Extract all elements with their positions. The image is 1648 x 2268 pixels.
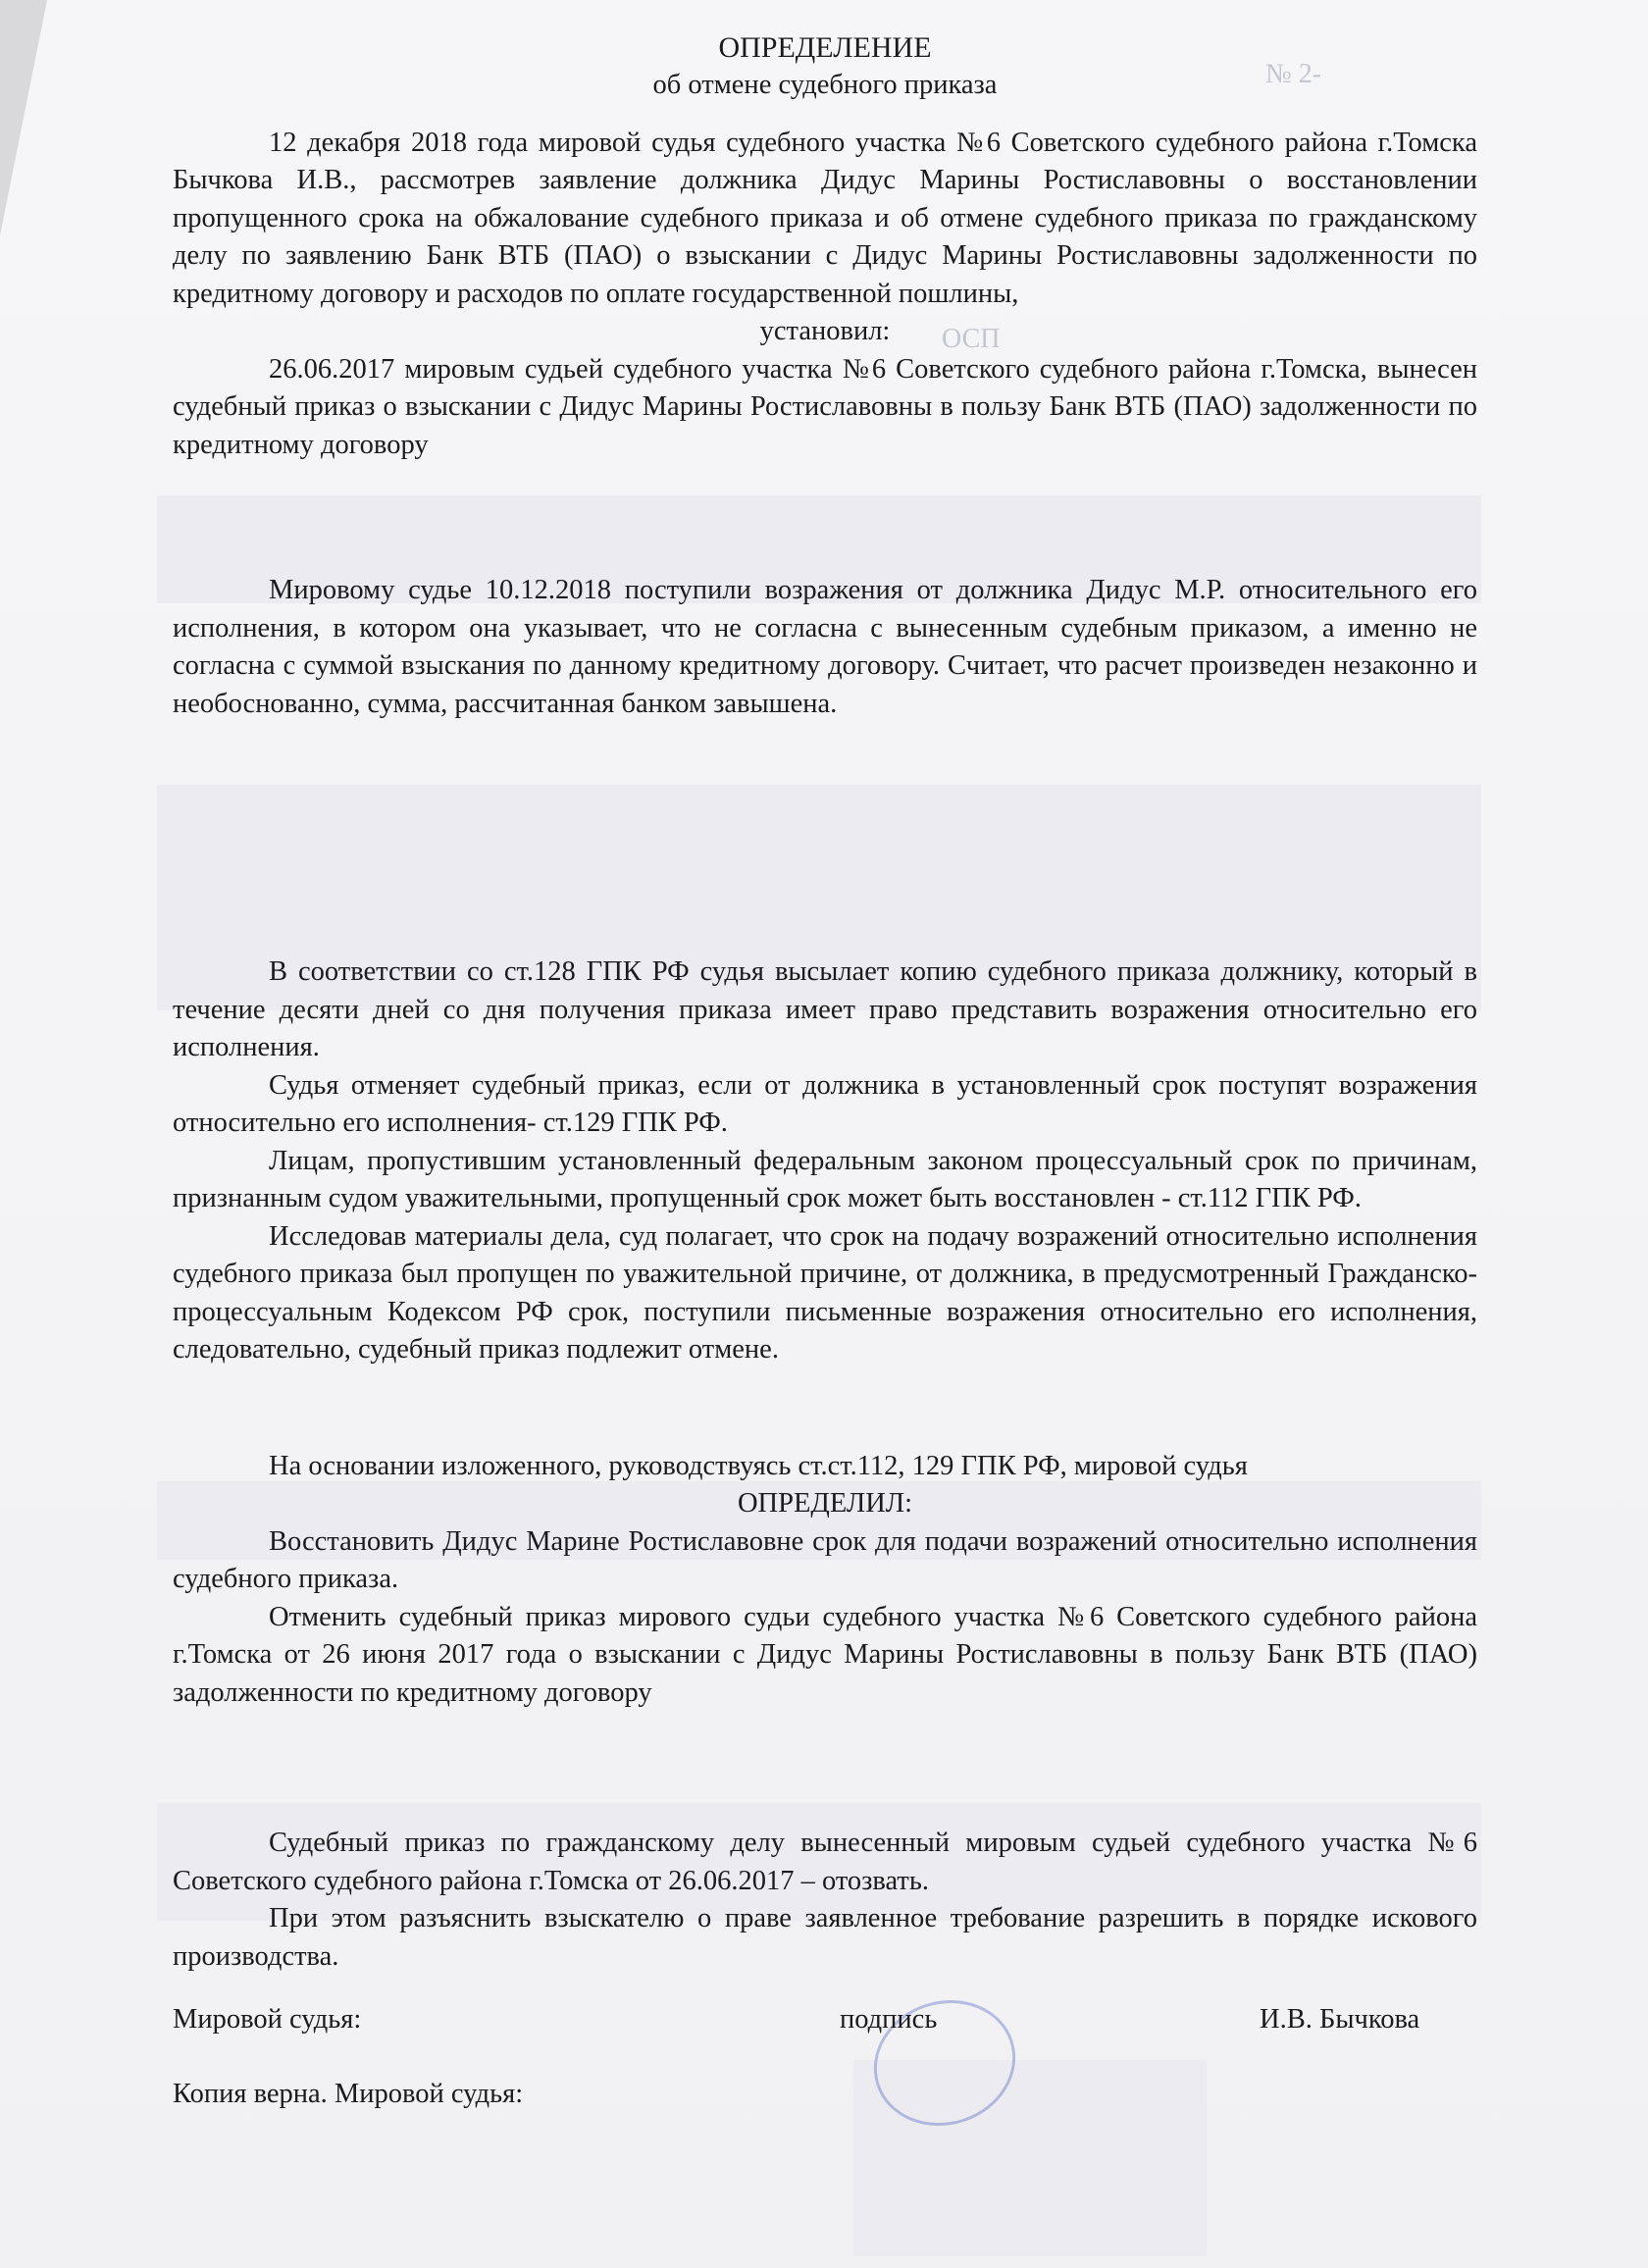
copy-certification-row bbox=[173, 2076, 1477, 2115]
paragraph: Мировому судье 10.12.2018 поступили возражения от должника Дидус М.Р. относительного его исполнения, в котором она указывает, что не согласна с вынесенным судебным приказом, а именно не согласна с суммой взыскания по данному кредитному договору. Считает, что расчет произведен незаконно и необоснованно, сумма, рассчитанная банком завышена. bbox=[173, 575, 1477, 719]
bleed-through-mark: № 2- bbox=[1265, 59, 1322, 89]
paragraph: Восстановить Дидус Марине Ростиславовне срок для подачи возражений относительно исполнения судебного приказа. bbox=[173, 1525, 1477, 1594]
redacted-space bbox=[173, 464, 1477, 572]
paragraph: На основании изложенного, руководствуясь ст.ст.112, 129 ГПК РФ, мировой судья bbox=[269, 1450, 1248, 1481]
document-body bbox=[173, 29, 1477, 2115]
signature-row bbox=[173, 2001, 1477, 2040]
signature-word: подпись bbox=[840, 2004, 938, 2035]
paragraph: Судья отменяет судебный приказ, если от должника в установленный срок поступят возражения относительно его исполнения- ст.129 ГПК РФ. bbox=[173, 1069, 1477, 1138]
document-subtitle: об отмене судебного приказа bbox=[652, 70, 998, 100]
judge-name: И.В. Бычкова bbox=[1260, 2004, 1420, 2035]
copy-label: Копия верна. Мировой судья: bbox=[173, 2079, 524, 2109]
judge-label: Мировой судья: bbox=[173, 2004, 362, 2035]
redacted-space bbox=[173, 1369, 1477, 1448]
paragraph: Лицам, пропустившим установленный федеральным законом процессуальный срок по причинам, признанным судом уважительными, пропущенный срок может быть восстановлен - ст.112 ГПК РФ. bbox=[173, 1145, 1477, 1213]
page-fold-shadow bbox=[0, 0, 47, 235]
intro-paragraph: 12 декабря 2018 года мировой судья судебного участка №6 Советского судебного района г.Томска Бычкова И.В., рассмотрев заявление должника Дидус Марины Ростиславовны о восстановлении пропущенного срока на обжалование судебного приказа и об отмене судебного приказа по гражданскому делу по заявлению Банк ВТБ (ПАО) о взыскании с Дидус Марины Ростиславовны задолженности по кредитному договору и расходов по оплате государственной пошлины, bbox=[173, 127, 1477, 309]
paragraph: При этом разъяснить взыскателю о праве заявленное требование разрешить в порядке искового производства. bbox=[173, 1903, 1477, 1972]
paragraph: В соответствии со ст.128 ГПК РФ судья высылает копию судебного приказа должнику, который в течение десяти дней со дня получения приказа имеет право представить возражения относительно его исполнения. bbox=[173, 956, 1477, 1062]
paragraph: Исследовав материалы дела, суд полагает, что срок на подачу возражений относительно исполнения судебного приказа был пропущен по уважительной причине, от должника, в предусмотренный Гражданско-процессуальным Кодексом РФ срок, поступили письменные возражения относительно его исполнения, следовательно, судебный приказ подлежит отмене. bbox=[173, 1220, 1477, 1365]
section-heading-ustanovil: установил: bbox=[759, 316, 891, 346]
redacted-space bbox=[173, 1712, 1477, 1825]
paragraph: Отменить судебный приказ мирового судьи судебного участка №6 Советского судебного района г.Томска от 26 июня 2017 года о взыскании с Дидус Марины Ростиславовны в пользу Банк ВТБ (ПАО) задолженности по кредитному договору bbox=[173, 1601, 1477, 1708]
redacted-space bbox=[173, 723, 1477, 954]
paragraph: Судебный приказ по гражданскому делу вынесенный мировым судьей судебного участка №6 Советского судебного района г.Томска от 26.06.2017 – отозвать. bbox=[173, 1828, 1477, 1896]
section-heading-opredelil: ОПРЕДЕЛИЛ: bbox=[737, 1488, 913, 1519]
document-title: ОПРЕДЕЛЕНИЕ bbox=[718, 31, 932, 64]
bleed-through-mark: ОСП bbox=[942, 324, 1001, 354]
paragraph: 26.06.2017 мировым судьей судебного участка №6 Советского судебного района г.Томска, вынесен судебный приказ о взыскании с Дидус Марины Ростиславовны в пользу Банк ВТБ (ПАО) задолженности по кредитному договору bbox=[173, 353, 1477, 460]
